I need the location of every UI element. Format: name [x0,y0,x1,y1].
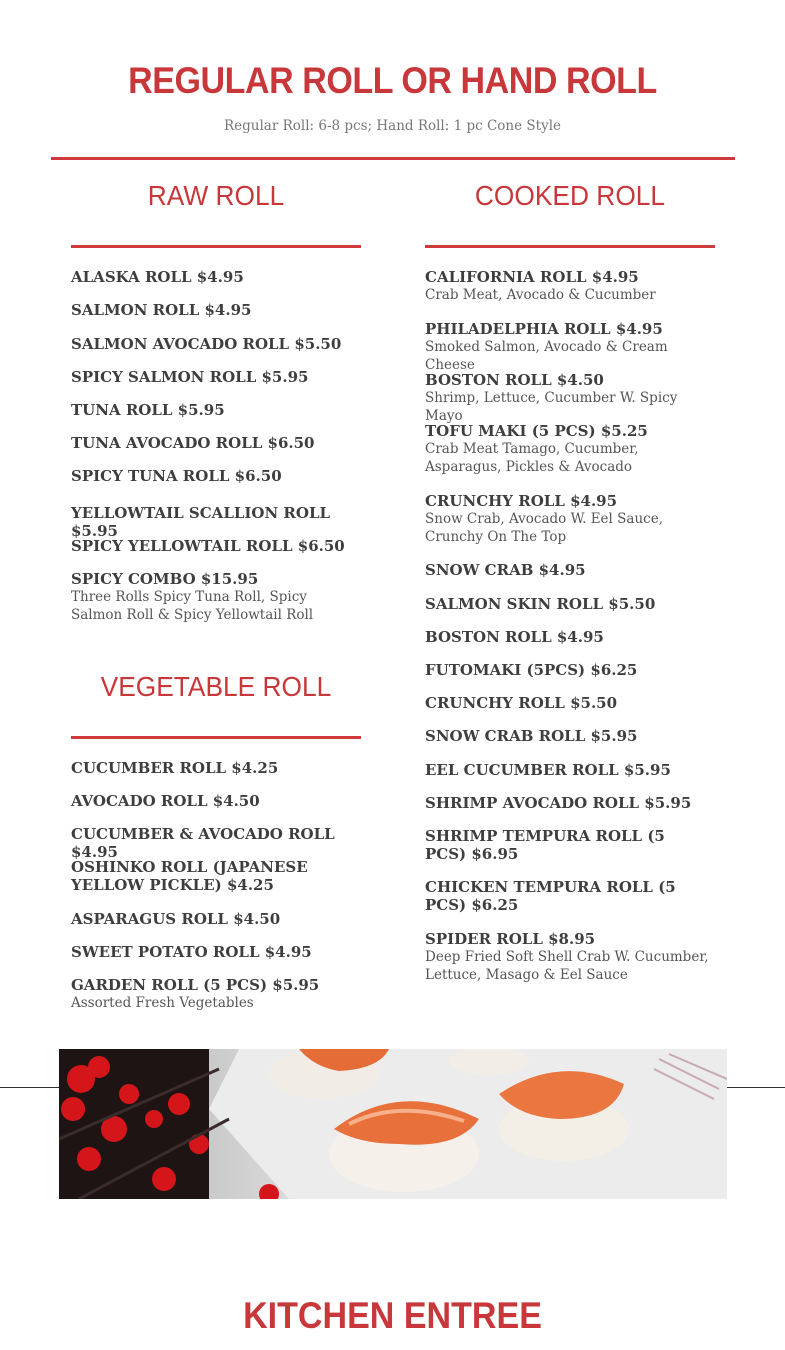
cooked-divider [425,245,715,248]
item-name: SNOW CRAB ROLL $5.95 [425,727,638,745]
item-name: SALMON ROLL $4.95 [71,301,252,319]
menu-item [71,335,363,353]
section-heading-raw: RAW ROLL [147,180,285,211]
item-name: BOSTON ROLL $4.95 [425,628,604,646]
item-name: EEL CUCUMBER ROLL $5.95 [425,761,671,779]
menu-item [71,467,363,485]
menu-item [425,492,717,546]
menu-item [425,371,717,425]
menu-item [71,537,363,555]
item-name: SPICY SALMON ROLL $5.95 [71,368,309,386]
section-heading-vegetable: VEGETABLE ROLL [100,671,332,702]
menu-item [425,595,717,613]
vegetable-divider [71,736,361,739]
sushi-photo [59,1049,727,1199]
item-name: ASPARAGUS ROLL $4.50 [71,910,281,928]
item-name: CRUNCHY ROLL $4.95 [425,492,618,510]
menu-item [71,570,361,624]
item-description: Deep Fried Soft Shell Crab W. Cucumber, Lettuce, Masago & Eel Sauce [425,949,709,983]
menu-item [71,910,363,928]
item-name: SHRIMP AVOCADO ROLL $5.95 [425,794,692,812]
item-name: CRUNCHY ROLL $5.50 [425,694,618,712]
menu-item [71,401,363,419]
menu-item [71,368,363,386]
menu-item [425,422,717,476]
item-description: Smoked Salmon, Avocado & Cream Cheese [425,339,668,373]
photo-rule-right [727,1087,785,1088]
menu-item [71,504,363,540]
menu-item [425,694,717,712]
item-name: CALIFORNIA ROLL $4.95 [425,268,639,286]
item-name: SWEET POTATO ROLL $4.95 [71,943,312,961]
item-name: OSHINKO ROLL (JAPANESE YELLOW PICKLE) $4.25 [71,858,308,894]
menu-item [425,268,717,304]
photo-rule-left [0,1087,59,1088]
menu-item [71,268,363,286]
menu-item [425,561,717,579]
item-name: ALASKA ROLL $4.95 [71,268,244,286]
item-name: TOFU MAKI (5 PCS) $5.25 [425,422,648,440]
item-name: SPIDER ROLL $8.95 [425,930,596,948]
item-name: SALMON SKIN ROLL $5.50 [425,595,656,613]
menu-item [71,825,363,861]
item-name: SNOW CRAB $4.95 [425,561,586,579]
menu-item [425,930,715,984]
item-description: Three Rolls Spicy Tuna Roll, Spicy Salmon Roll & Spicy Yellowtail Roll [71,589,314,623]
menu-item [425,878,705,914]
menu-item [425,320,717,374]
menu-item [71,976,363,1012]
item-description: Crab Meat, Avocado & Cucumber [425,287,656,303]
item-name: SPICY COMBO $15.95 [71,570,259,588]
item-name: CUCUMBER ROLL $4.25 [71,759,279,777]
menu-item [71,858,361,894]
item-name: YELLOWTAIL SCALLION ROLL $5.95 [71,504,331,540]
item-name: CUCUMBER & AVOCADO ROLL $4.95 [71,825,335,861]
menu-item [71,792,363,810]
item-name: PHILADELPHIA ROLL $4.95 [425,320,663,338]
item-name: AVOCADO ROLL $4.50 [71,792,260,810]
menu-item [425,661,717,679]
item-name: SPICY TUNA ROLL $6.50 [71,467,282,485]
item-name: SHRIMP TEMPURA ROLL (5 PCS) $6.95 [425,827,665,863]
item-description: Snow Crab, Avocado W. Eel Sauce, Crunchy On The Top [425,511,663,545]
section-heading-cooked: COOKED ROLL [474,180,666,211]
sushi-illustration [59,1049,727,1199]
menu-item [71,759,363,777]
menu-item [71,943,363,961]
item-description: Assorted Fresh Vegetables [71,995,254,1011]
item-name: SALMON AVOCADO ROLL $5.50 [71,335,342,353]
menu-item [425,827,705,863]
item-name: FUTOMAKI (5PCS) $6.25 [425,661,638,679]
item-name: CHICKEN TEMPURA ROLL (5 PCS) $6.25 [425,878,676,914]
header-divider [51,157,735,160]
item-name: TUNA ROLL $5.95 [71,401,225,419]
menu-item [71,434,363,452]
kitchen-entree-heading: KITCHEN ENTREE [243,1295,542,1336]
page-subtitle: Regular Roll: 6-8 pcs; Hand Roll: 1 pc Cone Style [224,118,561,134]
menu-item [71,301,363,319]
page-title: REGULAR ROLL OR HAND ROLL [128,60,657,101]
item-description: Crab Meat Tamago, Cucumber, Asparagus, Pickles & Avocado [425,441,639,475]
item-name: TUNA AVOCADO ROLL $6.50 [71,434,315,452]
menu-item [425,794,717,812]
item-name: BOSTON ROLL $4.50 [425,371,604,389]
item-name: GARDEN ROLL (5 PCS) $5.95 [71,976,320,994]
menu-item [425,628,717,646]
item-name: SPICY YELLOWTAIL ROLL $6.50 [71,537,345,555]
raw-divider [71,245,361,248]
menu-item [425,727,717,745]
menu-item [425,761,717,779]
item-description: Shrimp, Lettuce, Cucumber W. Spicy Mayo [425,390,678,424]
